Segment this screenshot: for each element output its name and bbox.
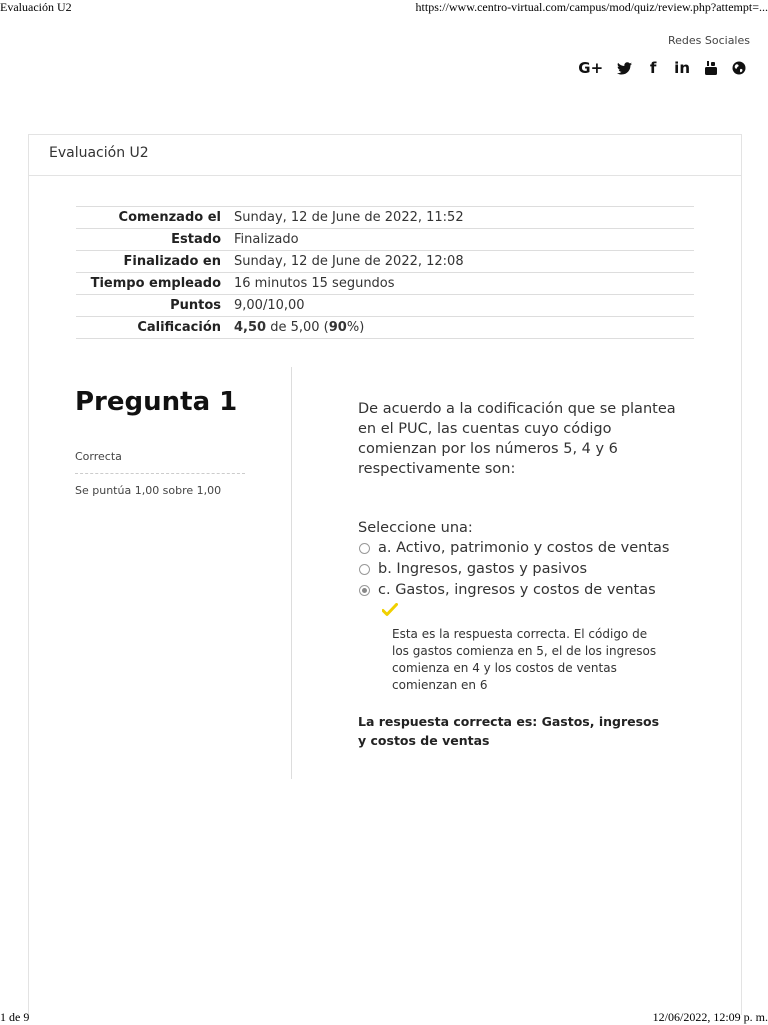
finished-value: Sunday, 12 de June de 2022, 12:08	[233, 251, 694, 273]
summary-row-started	[76, 207, 694, 229]
answer-option-b[interactable]	[358, 559, 678, 579]
finished-label: Finalizado en	[76, 251, 233, 273]
started-value: Sunday, 12 de June de 2022, 11:52	[233, 207, 694, 229]
answer-option-c[interactable]	[358, 580, 678, 600]
grade-out-of: de 5,00 (	[266, 320, 329, 335]
checkmark-icon	[382, 602, 678, 620]
question-text: De acuerdo a la codificación que se plantea en el PUC, las cuentas cuyo código comienzan por los números 5, 4 y 6 respectivamente son:	[358, 401, 676, 477]
points-value: 9,00/10,00	[233, 295, 694, 317]
print-page-url: https://www.centro-virtual.com/campus/mod/quiz/review.php?attempt=...	[415, 0, 768, 14]
twitter-icon[interactable]	[617, 62, 632, 75]
youtube-icon[interactable]	[704, 60, 718, 76]
attempt-summary-table	[76, 206, 694, 339]
linkedin-icon[interactable]: in	[674, 59, 690, 77]
grade-percent: 90	[328, 320, 347, 335]
radio-b[interactable]	[359, 564, 370, 575]
correct-answer-text: La respuesta correcta es: Gastos, ingresos y costos de ventas	[358, 714, 660, 748]
card-title: Evaluación U2	[49, 145, 149, 161]
time-label: Tiempo empleado	[76, 273, 233, 295]
summary-row-grade	[76, 317, 694, 339]
summary-row-state	[76, 229, 694, 251]
state-value: Finalizado	[233, 229, 694, 251]
question-info-panel	[75, 367, 292, 779]
points-label: Puntos	[76, 295, 233, 317]
answer-label-b: b. Ingresos, gastos y pasivos	[378, 561, 588, 577]
summary-row-finished	[76, 251, 694, 273]
question-state: Correcta	[75, 450, 245, 474]
quiz-review-card	[28, 134, 742, 1015]
question-grade: Se puntúa 1,00 sobre 1,00	[75, 484, 222, 497]
summary-row-time	[76, 273, 694, 295]
answer-option-a[interactable]	[358, 538, 678, 558]
answer-feedback: Esta es la respuesta correcta. El código de los gastos comienza en 5, el de los ingresos comienza en 4 y los costos de ventas comienzan en 6	[392, 627, 657, 692]
print-page-title: Evaluación U2	[0, 0, 72, 14]
state-label: Estado	[76, 229, 233, 251]
facebook-icon[interactable]: f	[649, 59, 657, 77]
print-datetime: 12/06/2022, 12:09 p. m.	[652, 1010, 768, 1024]
question-content	[358, 399, 678, 750]
answer-label-c: c. Gastos, ingresos y costos de ventas	[378, 582, 656, 598]
answer-label-a: a. Activo, patrimonio y costos de ventas	[378, 540, 670, 556]
time-value: 16 minutos 15 segundos	[233, 273, 694, 295]
globe-icon[interactable]	[732, 61, 746, 75]
started-label: Comenzado el	[76, 207, 233, 229]
answer-prompt: Seleccione una:	[358, 520, 473, 536]
radio-a[interactable]	[359, 543, 370, 554]
grade-label: Calificación	[76, 317, 233, 339]
question-number: Pregunta 1	[75, 387, 238, 417]
grade-value	[233, 317, 694, 339]
google-plus-icon[interactable]: G+	[578, 59, 604, 77]
grade-close: %)	[346, 320, 365, 335]
card-header	[29, 135, 741, 176]
site-logo	[30, 52, 175, 92]
grade-score: 4,50	[234, 320, 267, 335]
answer-options	[358, 538, 678, 600]
summary-row-points	[76, 295, 694, 317]
print-page-number: 1 de 9	[0, 1010, 30, 1024]
radio-c[interactable]	[359, 585, 370, 596]
social-icons	[578, 58, 746, 78]
social-title: Redes Sociales	[667, 34, 750, 47]
